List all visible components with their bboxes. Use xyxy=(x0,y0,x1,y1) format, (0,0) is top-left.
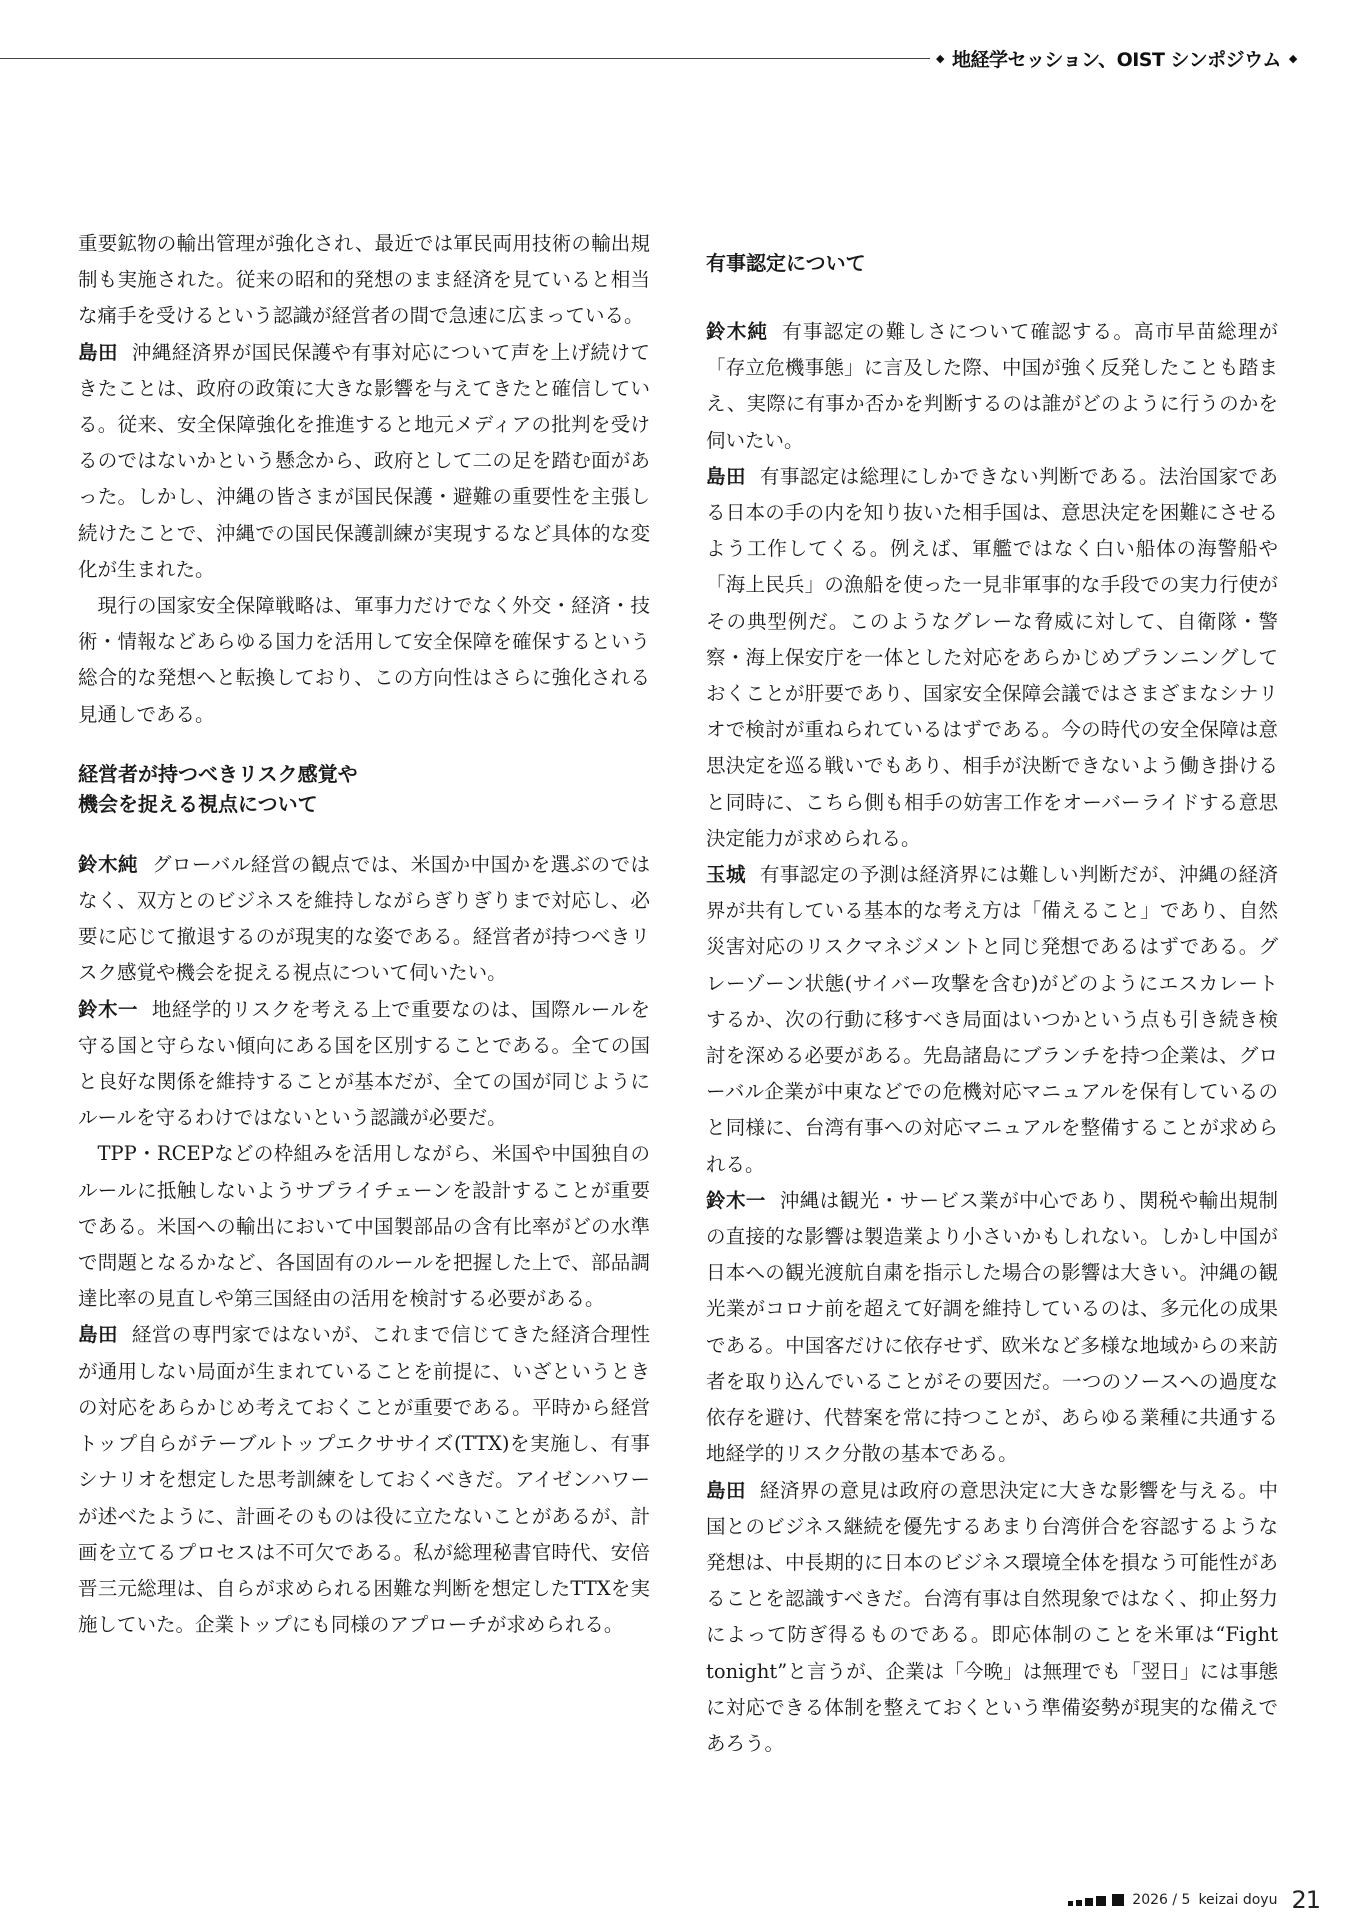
paragraph-text: 経営の専門家ではないが、これまで信じてきた経済合理性が通用しない局面が生まれていることを前提に、いざというときの対応をあらかじめ考えておくことが重要である。平時から経営トップ自らがテーブルトップエクササイズ(TTX)を実施し、有事シナリオを想定した思考訓練をしておくべきだ。アイゼンハワーが述べたように、計画そのものは役に立たないことがあるが、計画を立てるプロセスは不可欠である。私が総理秘書官時代、安倍晋三元総理は、自らが求められる困難な判断を想定したTTXを実施していた。企業トップにも同様のアプローチが求められる。 xyxy=(78,1323,650,1637)
paragraph-text: 経済界の意見は政府の意思決定に大きな影響を与える。中国とのビジネス継続を優先するあまり台湾併合を容認するような発想は、中長期的に日本のビジネス環境全体を損なう可能性があることを認識すべきだ。台湾有事は自然現象ではなく、抑止努力によって防ぎ得るものである。即応体制のことを米軍は“Fight tonight”と言うが、企業は「今晩」は無理でも「翌日」には事態に対応できる体制を整えておくという準備姿勢が現実的な備えであろう。 xyxy=(706,1478,1278,1755)
magazine-name: keizai doyu xyxy=(1198,1892,1278,1908)
speaker-name: 島田 xyxy=(706,464,746,488)
paragraph-text: グローバル経営の観点では、米国か中国かを選ぶのではなく、双方とのビジネスを維持しながらぎりぎりまで対応し、必要に応じて撤退するのが現実的な姿である。経営者が持つべきリスク感覚や機会を捉える視点について伺いたい。 xyxy=(78,852,650,985)
heading-line: 機会を捉える視点について xyxy=(78,791,318,816)
paragraph xyxy=(78,1317,650,1643)
paragraph xyxy=(706,1183,1278,1473)
paragraph xyxy=(706,857,1278,1183)
diamond-icon: ◆ xyxy=(1288,52,1297,65)
section-heading xyxy=(78,759,650,819)
speaker-name: 鈴木純 xyxy=(78,852,138,876)
section-heading: 有事認定について xyxy=(706,251,866,275)
footer-blocks-icon xyxy=(1068,1894,1124,1906)
paragraph xyxy=(706,314,1278,459)
heading-line: 経営者が持つべきリスク感覚や xyxy=(78,761,358,786)
paragraph-text: 有事認定の難しさについて確認する。高市早苗総理が「存立危機事態」に言及した際、中国が強く反発したことも踏まえ、実際に有事か否かを判断するのは誰がどのように行うのかを伺いたい。 xyxy=(706,320,1278,452)
diamond-icon: ◆ xyxy=(936,52,944,65)
left-column xyxy=(78,226,650,1643)
speaker-name: 島田 xyxy=(78,340,118,364)
paragraph-text: 沖縄経済界が国民保護や有事対応について声を上げ続けてきたことは、政府の政策に大きな影響を与えてきたと確信している。従来、安全保障強化を推進すると地元メディアの批判を受けるのではないかという懸念から、政府として二の足を踏む面があった。しかし、沖縄の皆さまが国民保護・避難の重要性を主張し続けたことで、沖縄での国民保護訓練が実現するなど具体的な変化が生まれた。 xyxy=(78,340,650,581)
paragraph-text: 沖縄は観光・サービス業が中心であり、関税や輸出規制の直接的な影響は製造業より小さいかもしれない。しかし中国が日本への観光渡航自粛を指示した場合の影響は大きい。沖縄の観光業がコロナ前を超えて好調を維持しているのは、多元化の成果である。中国客だけに依存せず、欧米など多様な地域からの来訪者を取り込んでいることがその要因だ。一つのソースへの過度な依存を避け、代替案を常に持つことが、あらゆる業種に共通する地経学的リスク分散の基本である。 xyxy=(706,1188,1278,1466)
paragraph: TPP・RCEPなどの枠組みを活用しながら、米国や中国独自のルールに抵触しないようサプライチェーンを設計することが重要である。米国への輸出において中国製部品の含有比率がどの水準で問題となるかなど、各国固有のルールを把握した上で、部品調達比率の見直しや第三国経由の活用を検討する必要がある。 xyxy=(78,1142,650,1311)
page-number: 21 xyxy=(1291,1886,1320,1914)
paragraph-text: 地経学的リスクを考える上で重要なのは、国際ルールを守る国と守らない傾向にある国を区別することである。全ての国と良好な関係を維持することが基本だが、全ての国が同じようにルールを守るわけではないという認識が必要だ。 xyxy=(78,997,650,1130)
speaker-name: 玉城 xyxy=(706,863,746,887)
paragraph-text: 有事認定は総理にしかできない判断である。法治国家である日本の手の内を知り抜いた相手国は、意思決定を困難にさせるよう工作してくる。例えば、軍艦ではなく白い船体の海警船や「海上民兵」の漁船を使った一見非軍事的な手段での実力行使がその典型例だ。このようなグレーな脅威に対して、自衛隊・警察・海上保安庁を一体とした対応をあらかじめプランニングしておくことが肝要であり、国家安全保障会議ではさまざまなシナリオで検討が重ねられているはずである。今の時代の安全保障は意思決定を巡る戦いでもあり、相手が決断できないよう働き掛けると同時に、こちら側も相手の妨害工作をオーバーライドする意思決定能力が求められる。 xyxy=(706,464,1278,850)
speaker-name: 島田 xyxy=(78,1323,118,1347)
paragraph xyxy=(706,459,1278,857)
paragraph xyxy=(706,1473,1278,1763)
right-column xyxy=(706,248,1278,1762)
speaker-name: 鈴木純 xyxy=(706,320,769,343)
issue-date: 2026 / 5 xyxy=(1132,1892,1191,1908)
paragraph-text: 有事認定の予測は経済界には難しい判断だが、沖縄の経済界が共有している基本的な考え方は「備えること」であり、自然災害対応のリスクマネジメントと同じ発想であるはずである。グレーゾーン状態(サイバー攻撃を含む)がどのようにエスカレートするか、次の行動に移すべき局面はいつかという点も引き続き検討を深める必要がある。先島諸島にブランチを持つ企業は、グローバル企業が中東などでの危機対応マニュアルを保有しているのと同様に、台湾有事への対応マニュアルを整備することが求められる。 xyxy=(706,863,1278,1176)
speaker-name: 鈴木一 xyxy=(706,1188,766,1212)
running-header xyxy=(936,45,1336,72)
paragraph xyxy=(78,847,650,992)
paragraph: 重要鉱物の輸出管理が強化され、最近では軍民両用技術の輸出規制も実施された。従来の昭和的発想のまま経済を見ていると相当な痛手を受けるという認識が経営者の間で急速に広まっている。 xyxy=(78,232,650,328)
paragraph: 現行の国家安全保障戦略は、軍事力だけでなく外交・経済・技術・情報などあらゆる国力を活用して安全保障を確保するという総合的な発想へと転換しており、この方向性はさらに強化される見通しである。 xyxy=(78,594,650,726)
paragraph xyxy=(78,335,650,588)
speaker-name: 鈴木一 xyxy=(78,997,138,1021)
speaker-name: 島田 xyxy=(706,1478,746,1502)
running-header-title: 地経学セッション、OIST シンポジウム xyxy=(951,49,1281,71)
page-footer xyxy=(1068,1886,1320,1914)
paragraph xyxy=(78,992,650,1137)
header-rule xyxy=(0,58,930,59)
